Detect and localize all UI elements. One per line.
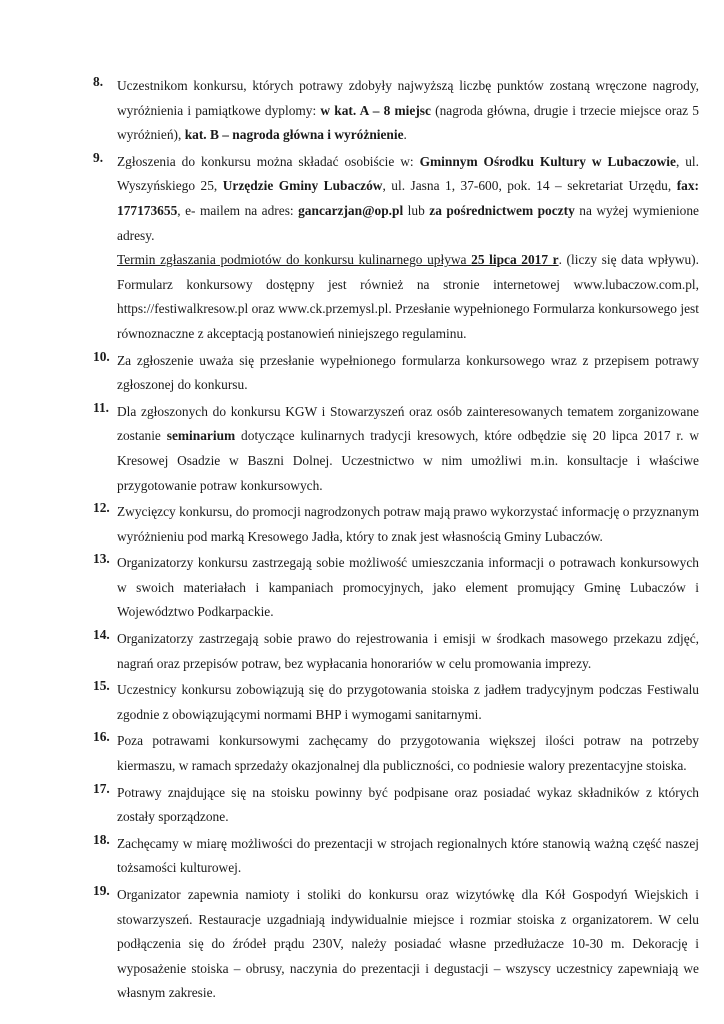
- email-address: gancarzjan@op.pl: [298, 202, 404, 218]
- list-item-13: [93, 551, 699, 625]
- deadline-date: 25 lipca 2017 r: [471, 252, 559, 268]
- item-text: Zwycięzcy konkursu, do promocji nagrodzonych potraw mają prawo wykorzystać informację o przyznanym wyróżnieniu pod marką Kresowego Jadła, który to znak jest własnością Gminy Lubaczów.: [117, 504, 699, 544]
- list-item-11: [93, 400, 699, 498]
- text-span: Dla zgłoszonych do konkursu KGW i Stowarzyszeń oraz osób zainteresowanych tematem zorganizowane zostanie: [117, 403, 699, 444]
- bold-span: za pośrednictwem poczty: [429, 202, 575, 218]
- bold-span: seminarium: [166, 428, 236, 444]
- item-text: [117, 150, 699, 248]
- item-number: 9.: [93, 149, 104, 165]
- list-item-19: [93, 883, 699, 1006]
- item-number: 12.: [93, 500, 110, 516]
- item-number: 17.: [93, 780, 110, 796]
- item-text: Organizatorzy konkursu zastrzegają sobie możliwość umieszczania informacji o potrawach konkursowych w swoich materiałach i kampaniach promocyjnych, jako element promujący Gminę Lubaczów i Województwo Podkarpackie.: [117, 555, 699, 620]
- item-text: Organizator zapewnia namioty i stoliki do konkursu oraz wizytówkę dla Kół Gospodyń Wiejskich i stowarzyszeń. Restauracje uzgadniają indywidualnie miejsce i rozmiar stoiska z organizatorem. W celu podłączenia się do źródeł prądu 230V, należy posiadać własne przedłużacze 10-30 m. Dekorację i wyposażenie stoiska – obrusy, naczynia do prezentacji i degustacji – wszyscy uczestnicy zapewniają we własnym zakresie.: [117, 887, 699, 1001]
- item-text: [117, 74, 699, 148]
- item-number: 16.: [93, 729, 110, 745]
- bold-span: Gminnym Ośrodku Kultury w Lubaczowie: [419, 153, 676, 169]
- list-item-18: [93, 832, 699, 881]
- text-span: .: [403, 127, 407, 143]
- list-item-14: [93, 627, 699, 676]
- text-span: , e- mailem na adres:: [177, 202, 299, 218]
- text-span: dotyczące kulinarnych tradycji kresowych, które odbędzie się 20 lipca 2017 r. w Kresowej Osadzie w Baszni Dolnej. Uczestnictwo w nim umożliwi m.in. konsultacje i właściwe przygotowanie potraw konkursowych.: [117, 428, 699, 493]
- bold-span: Urzędzie Gminy Lubaczów: [222, 178, 383, 194]
- underlined-span: Termin zgłaszania podmiotów do konkursu kulinarnego upływa: [117, 252, 472, 268]
- item-text: Organizatorzy zastrzegają sobie prawo do rejestrowania i emisji w środkach masowego przekazu zdjęć, nagrań oraz przepisów potraw, bez wypłacania honorariów w celu promowania imprezy.: [117, 631, 699, 671]
- item-text: Zachęcamy w miarę możliwości do prezentacji w strojach regionalnych które stanowią ważną część naszej tożsamości kulturowej.: [117, 835, 699, 876]
- text-span: Zgłoszenia do konkursu można składać osobiście w:: [117, 153, 420, 169]
- text-span: , ul. Wyszyńskiego 25,: [117, 153, 699, 194]
- fax-number: fax: 177173655: [117, 178, 699, 218]
- item-text: Potrawy znajdujące się na stoisku powinny być podpisane oraz posiadać wykaz składników z których zostały sporządzone.: [117, 784, 699, 825]
- list-item-9: [93, 150, 699, 347]
- item-number: 10.: [93, 348, 110, 364]
- text-span: . (liczy się data wpływu). Formularz konkursowy dostępny jest również na stronie internetowej www.lubaczow.com.pl, https://festiwalkresow.pl oraz www.ck.przemysl.pl. Przesłanie wypełnionego Formularza konkursowego jest równoznaczne z akceptacją postanowień niniejszego regulaminu.: [117, 252, 699, 341]
- list-item-15: [93, 678, 699, 727]
- list-item-12: [93, 500, 699, 549]
- bold-span: kat. B – nagroda główna i wyróżnienie: [184, 127, 404, 143]
- text-span: na wyżej wymienione adresy.: [117, 202, 699, 243]
- item-number: 15.: [93, 678, 110, 694]
- bold-span: w kat. A – 8 miejsc: [320, 102, 431, 118]
- text-span: , ul. Jasna 1, 37-600, pok. 14 – sekretariat Urzędu,: [382, 178, 677, 194]
- item-text: [117, 400, 699, 498]
- text-span: (nagroda główna, drugie i trzecie miejsce oraz 5 wyróżnień),: [117, 102, 699, 143]
- item-number: 19.: [93, 883, 110, 898]
- item-number: 18.: [93, 831, 110, 847]
- list-item-10: [93, 349, 699, 398]
- text-span: Uczestnikom konkursu, których potrawy zdobyły najwyższą liczbę punktów zostaną wręczone nagrody, wyróżnienia i pamiątkowe dyplomy:: [117, 78, 699, 118]
- list-item-17: [93, 781, 699, 830]
- item-text: Poza potrawami konkursowymi zachęcamy do przygotowania większej ilości potraw na potrzeby kiermaszu, w ramach sprzedaży okazjonalnej dla publiczności, co podniesie walory prezentacyjne stoiska.: [117, 733, 699, 774]
- item-text: Za zgłoszenie uważa się przesłanie wypełnionego formularza konkursowego wraz z przepisem potrawy zgłoszonej do konkursu.: [117, 352, 699, 393]
- list-item-16: [93, 729, 699, 778]
- regulations-list: [93, 74, 699, 1008]
- text-span: lub: [403, 202, 430, 218]
- item-number: 13.: [93, 551, 110, 567]
- item-number: 11.: [93, 399, 109, 415]
- item-number: 8.: [93, 74, 104, 89]
- list-item-8: [93, 74, 699, 148]
- item-text: Uczestnicy konkursu zobowiązują się do przygotowania stoiska z jadłem tradycyjnym podczas Festiwalu zgodnie z obowiązującymi normami BHP i wymogami sanitarnymi.: [117, 682, 699, 722]
- item-number: 14.: [93, 627, 110, 643]
- item-text-deadline: [117, 248, 699, 346]
